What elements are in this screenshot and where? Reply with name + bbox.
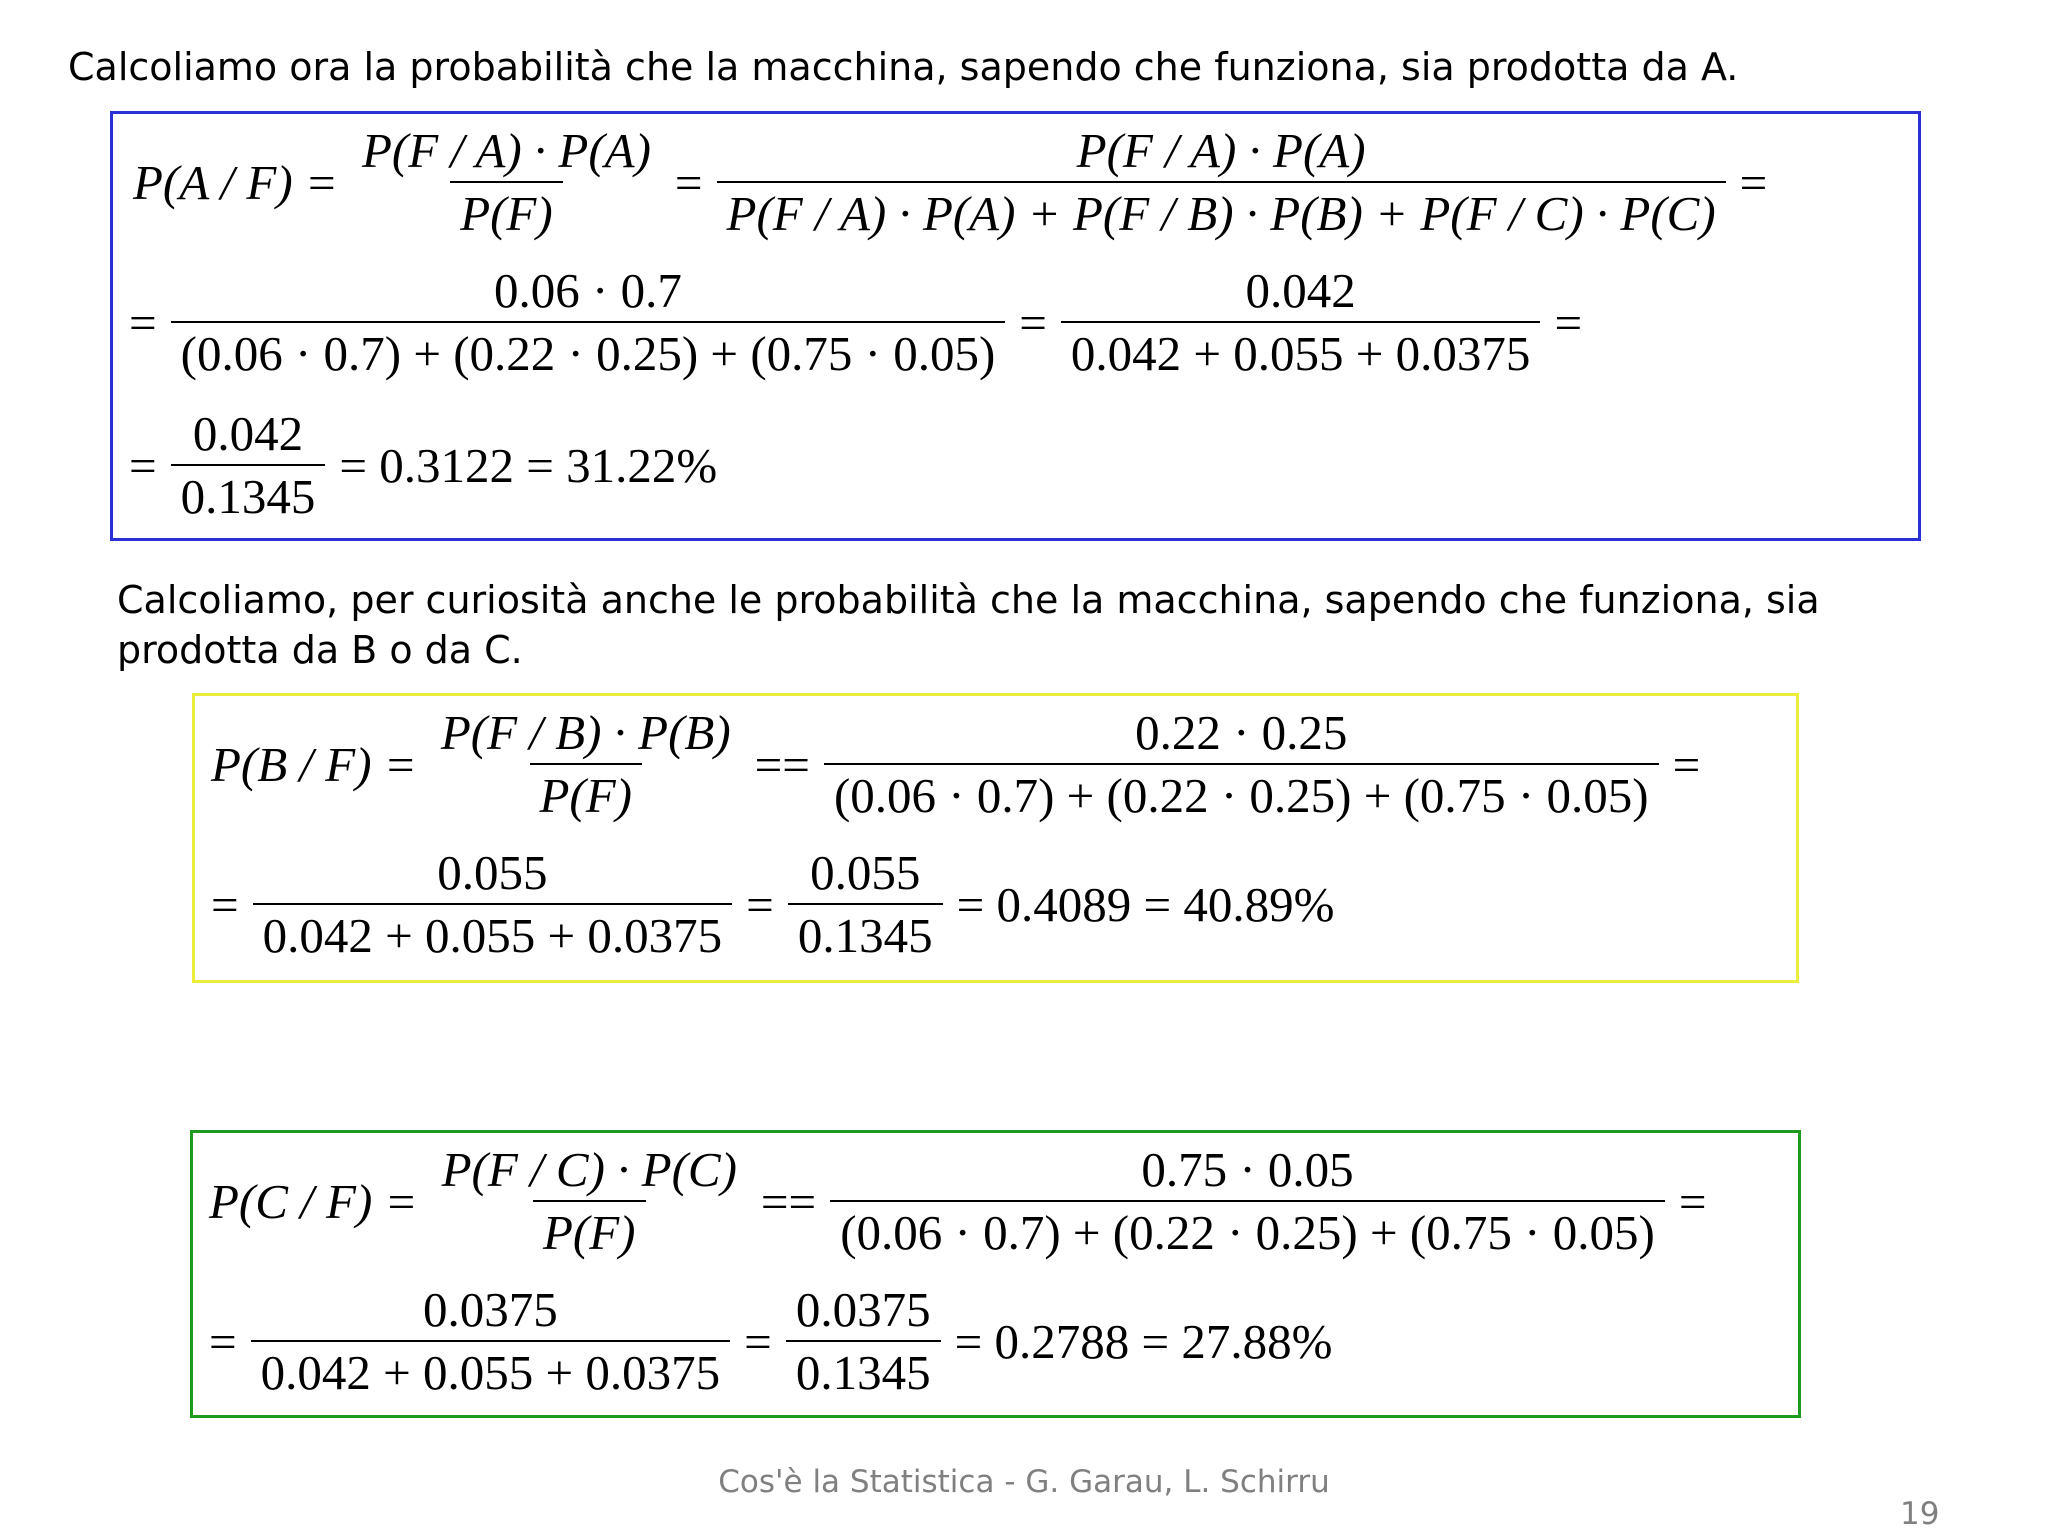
fraction-denominator: 0.1345 — [788, 903, 943, 960]
fraction-numerator: P(F / B) · P(B) — [440, 705, 731, 760]
equals-sign: = — [674, 154, 703, 210]
formula-c-lhs: P(C / F) = — [209, 1173, 418, 1229]
fraction-numerator: 0.055 — [437, 845, 548, 900]
equals-sign: = — [1554, 294, 1583, 350]
fraction-numerator: P(F / A) · P(A) — [1076, 123, 1366, 178]
formula-c-fraction-1 — [432, 1142, 747, 1260]
formula-box-c — [190, 1130, 1801, 1418]
formula-a-lhs: P(A / F) = — [133, 154, 338, 210]
formula-b-fraction-2 — [824, 705, 1659, 823]
fraction-numerator: 0.22 · 0.25 — [1135, 705, 1348, 760]
fraction-denominator: 0.042 + 0.055 + 0.0375 — [1061, 321, 1541, 378]
formula-b-row-1 — [203, 705, 1708, 823]
page-number: 19 — [1900, 1496, 1940, 1532]
double-equals-sign: == — [760, 1173, 817, 1229]
fraction-denominator: P(F) — [450, 181, 563, 238]
equals-sign: = — [211, 876, 239, 932]
fraction-numerator: 0.0375 — [423, 1282, 558, 1337]
formula-c-result: = 0.2788 = 27.88% — [954, 1313, 1333, 1369]
fraction-numerator: P(F / C) · P(C) — [441, 1142, 737, 1197]
formula-a-fraction-4 — [1061, 263, 1541, 381]
fraction-numerator: 0.055 — [810, 845, 921, 900]
formula-a-row-3 — [121, 406, 725, 524]
formula-b-lhs: P(B / F) = — [211, 736, 417, 792]
equals-sign: = — [1672, 736, 1701, 792]
formula-c-fraction-3 — [251, 1282, 731, 1400]
formula-c-fraction-2 — [830, 1142, 1665, 1260]
equals-sign: = — [744, 1313, 772, 1369]
formula-a-row-2 — [121, 263, 1590, 381]
formula-b-fraction-3 — [253, 845, 733, 963]
formula-c-row-2 — [201, 1282, 1340, 1400]
fraction-denominator: P(F / A) · P(A) + P(F / B) · P(B) + P(F / C) · P(C) — [717, 181, 1726, 238]
intro-text-a: Calcoliamo ora la probabilità che la macchina, sapendo che funziona, sia prodotta da A. — [68, 45, 1739, 89]
fraction-numerator: 0.042 — [1245, 263, 1356, 318]
formula-box-b — [192, 693, 1799, 983]
fraction-denominator: 0.1345 — [786, 1340, 941, 1397]
formula-a-row-1 — [125, 123, 1775, 241]
fraction-numerator: 0.06 · 0.7 — [494, 263, 682, 318]
intro-text-b-c: Calcoliamo, per curiosità anche le probabilità che la macchina, sapendo che funziona, sia prodotta da B o da C. — [117, 578, 1820, 672]
double-equals-sign: == — [754, 736, 810, 792]
fraction-denominator: 0.042 + 0.055 + 0.0375 — [253, 903, 733, 960]
equals-sign: = — [746, 876, 774, 932]
equals-sign: = — [129, 294, 157, 350]
fraction-denominator: 0.1345 — [171, 464, 326, 521]
formula-a-fraction-1 — [352, 123, 661, 241]
fraction-denominator: (0.06 · 0.7) + (0.22 · 0.25) + (0.75 · 0.05) — [171, 321, 1006, 378]
formula-a-result: = 0.3122 = 31.22% — [339, 437, 718, 493]
formula-a-fraction-2 — [717, 123, 1726, 241]
formula-box-a — [110, 111, 1921, 541]
fraction-denominator: P(F) — [530, 763, 643, 820]
fraction-denominator: (0.06 · 0.7) + (0.22 · 0.25) + (0.75 · 0.05) — [824, 763, 1659, 820]
formula-a-fraction-5 — [171, 406, 326, 524]
fraction-numerator: 0.0375 — [795, 1282, 931, 1337]
fraction-numerator: P(F / A) · P(A) — [361, 123, 651, 178]
fraction-denominator: P(F) — [533, 1200, 646, 1257]
formula-b-result: = 0.4089 = 40.89% — [956, 876, 1335, 932]
equals-sign: = — [1739, 154, 1768, 210]
formula-b-row-2 — [203, 845, 1342, 963]
formula-b-fraction-1 — [431, 705, 741, 823]
formula-a-fraction-3 — [171, 263, 1006, 381]
formula-c-row-1 — [201, 1142, 1714, 1260]
formula-b-fraction-4 — [788, 845, 943, 963]
fraction-denominator: 0.042 + 0.055 + 0.0375 — [251, 1340, 731, 1397]
slide-footer: Cos'è la Statistica - G. Garau, L. Schirru — [718, 1464, 1330, 1500]
fraction-denominator: (0.06 · 0.7) + (0.22 · 0.25) + (0.75 · 0.05) — [830, 1200, 1665, 1257]
equals-sign: = — [1019, 294, 1047, 350]
equals-sign: = — [129, 437, 157, 493]
equals-sign: = — [1678, 1173, 1707, 1229]
formula-c-fraction-4 — [786, 1282, 941, 1400]
equals-sign: = — [209, 1313, 237, 1369]
fraction-numerator: 0.75 · 0.05 — [1141, 1142, 1354, 1197]
fraction-numerator: 0.042 — [192, 406, 304, 461]
